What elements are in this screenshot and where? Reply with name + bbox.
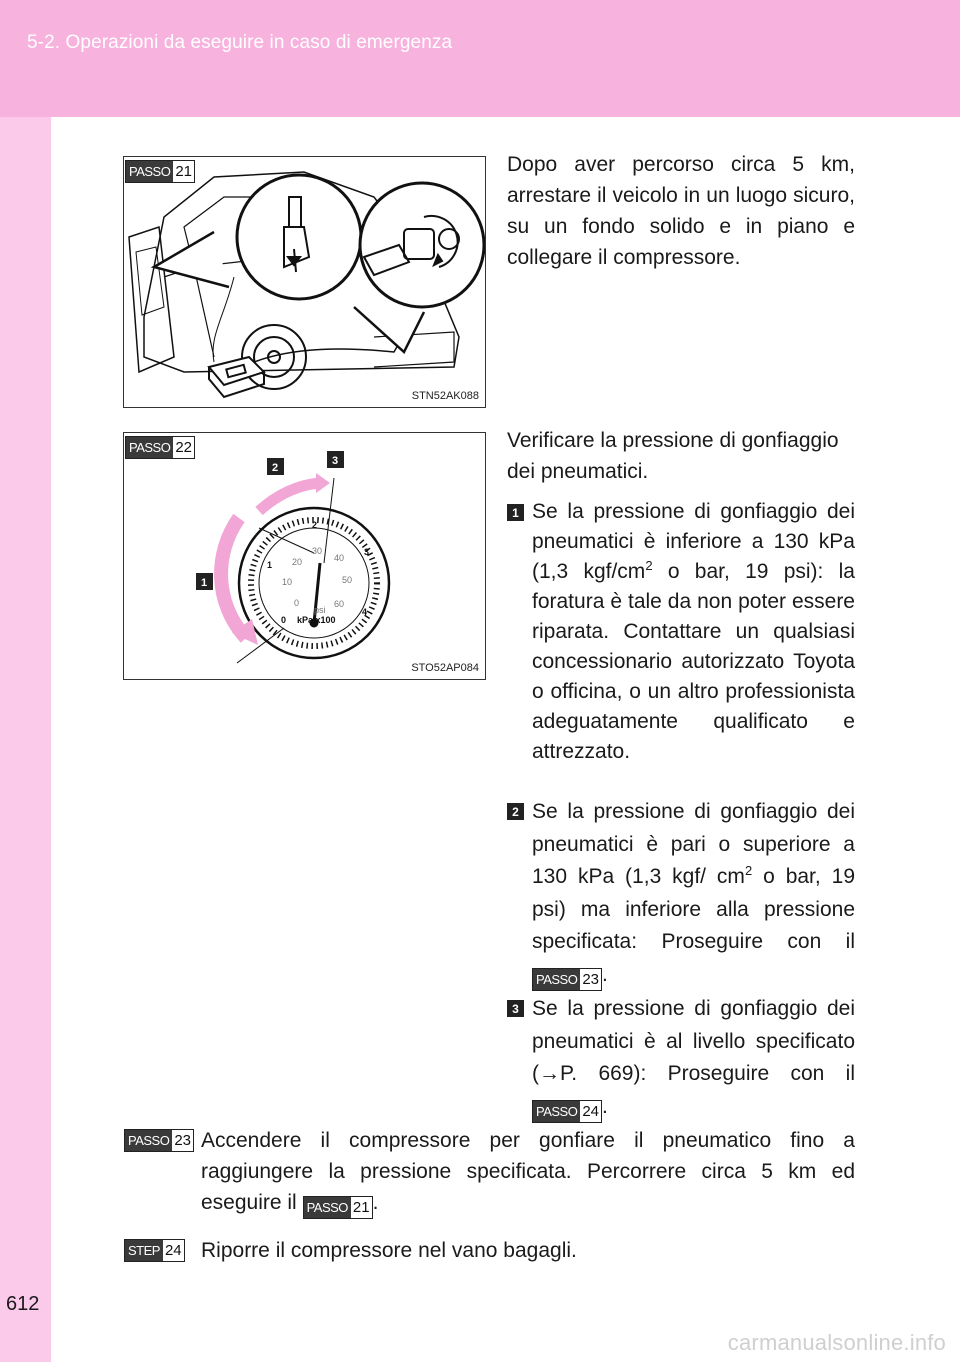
- step24-text: Riporre il compressore nel vano bagagli.: [201, 1239, 577, 1262]
- step-badge-ref-21[interactable]: PASSO 21: [303, 1196, 373, 1219]
- step24: [124, 1235, 855, 1266]
- svg-text:20: 20: [292, 557, 303, 567]
- page-number: 612: [6, 1293, 40, 1315]
- step22-item-2: Se la pressione di gonfiaggio dei pneumatici è pari o superiore a 130 kPa (1,3 kgf/ $cm^2$ o bar, 19 psi) ma inferiore alla pressione specificata: Proseguire con il PASSO 23 .: [532, 796, 855, 991]
- svg-text:1: 1: [201, 577, 208, 589]
- svg-text:psi: psi: [314, 605, 326, 615]
- page-header: [0, 0, 960, 117]
- section-title: 5-2. Operazioni da eseguire in caso di emergenza: [27, 32, 453, 53]
- svg-text:10: 10: [282, 577, 293, 587]
- svg-text:30: 30: [312, 546, 323, 556]
- item-marker-3: 3: [507, 1000, 524, 1017]
- figure-code: STN52AK088: [411, 390, 479, 402]
- step-badge-24: STEP 24: [124, 1239, 185, 1262]
- svg-text:1: 1: [267, 560, 273, 570]
- svg-text:40: 40: [334, 553, 345, 563]
- svg-text:3: 3: [364, 547, 370, 557]
- gauge-outer-ring: [239, 508, 389, 658]
- figure-code: STO52AP084: [411, 662, 479, 674]
- svg-text:60: 60: [334, 599, 345, 609]
- step-badge-ref-23[interactable]: PASSO 23: [532, 968, 602, 991]
- step22-item-1: Se la pressione di gonfiaggio dei pneumatici è inferiore a 130 kPa (1,3 kgf/$cm^2$ o bar, 19 psi): la foratura è tale da non poter essere riparata. Contattare un qualsiasi concessionario autorizzato Toyota o officina, o un altro professionista adeguatamente qualificato e attrezzato.: [532, 500, 855, 763]
- gauge-unit: kPa x100: [297, 615, 336, 625]
- figure-compressor-connection: [123, 156, 486, 408]
- step-badge-ref-24[interactable]: PASSO 24: [532, 1100, 602, 1123]
- svg-text:0: 0: [294, 598, 300, 608]
- pressure-gauge-illustration: [124, 433, 485, 679]
- svg-text:3: 3: [332, 455, 339, 467]
- step23-text: Accendere il compressore per gonfiare il pneumatico fino a raggiungere la pressione specificata. Percorrere circa 5 km ed eseguire il PASSO 21 .: [201, 1125, 855, 1219]
- svg-text:50: 50: [342, 575, 353, 585]
- watermark: carmanualsonline.info: [727, 1330, 946, 1355]
- step-badge-23: PASSO 23: [124, 1129, 194, 1152]
- step-badge-22: PASSO 22: [125, 436, 195, 459]
- svg-text:4: 4: [362, 607, 368, 617]
- svg-text:2: 2: [312, 520, 318, 530]
- svg-text:2: 2: [272, 462, 279, 474]
- step-badge-21: PASSO 21: [125, 160, 195, 183]
- item-marker-1: 1: [507, 504, 524, 521]
- step21-text: Dopo aver percorso circa 5 km, arrestare il veicolo in un luogo sicuro, su un fondo solido e in piano e collegare il compressore.: [507, 153, 855, 269]
- side-margin: [0, 117, 51, 1362]
- item-marker-2: 2: [507, 803, 524, 820]
- step22-item-3: Se la pressione di gonfiaggio dei pneumatici è al livello specificato (→P. 669): Proseguire con il PASSO 24 .: [532, 993, 855, 1123]
- step22-text: Verificare la pressione di gonfiaggio dei pneumatici.: [507, 429, 839, 483]
- step23: [124, 1125, 855, 1219]
- figure-pressure-gauge: [123, 432, 486, 680]
- svg-text:0: 0: [281, 615, 287, 625]
- car-compressor-illustration: [124, 157, 485, 407]
